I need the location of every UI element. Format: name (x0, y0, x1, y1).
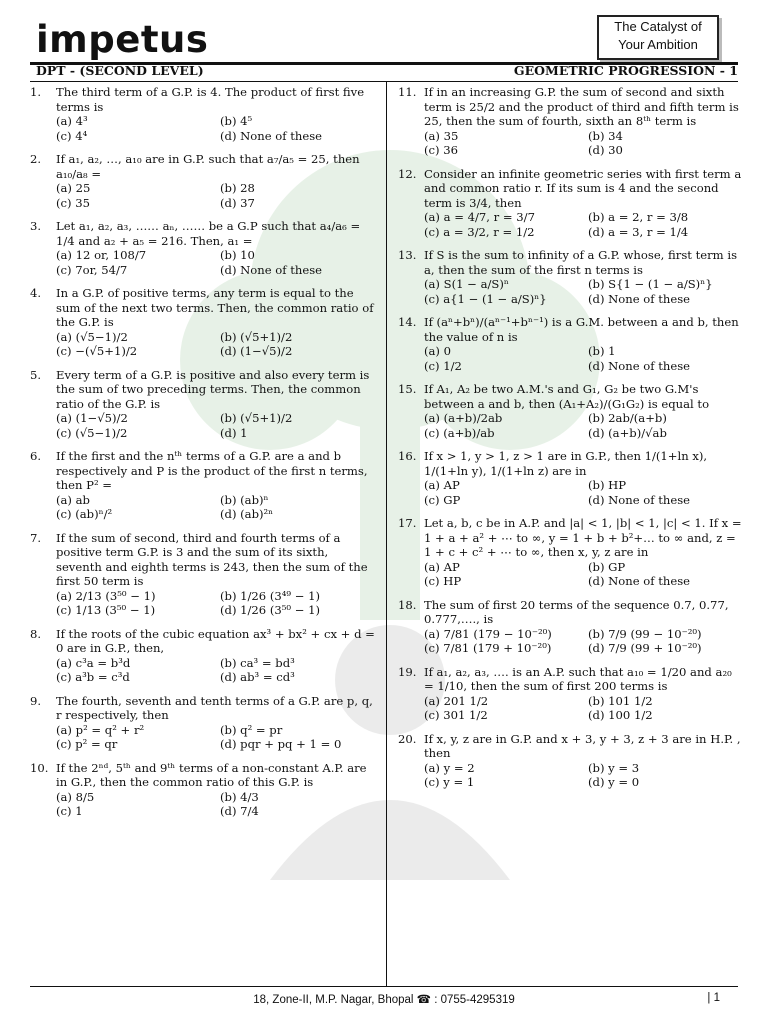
answer-options (424, 694, 743, 723)
answer-options (56, 181, 375, 210)
answer-option: (a) c³a = b³d (56, 655, 131, 670)
answer-option: (c) p² = qr (56, 737, 118, 751)
answer-option: (a) 4³ (56, 114, 88, 128)
question-number: 1. (30, 85, 42, 99)
answer-option: (c) 301 1/2 (424, 708, 488, 722)
question-text: If the first and the nᵗʰ terms of a G.P. are a and b respectively and P is the product of the first n terms, then P² = (56, 449, 368, 492)
question-text: If x, y, z are in G.P. and x + 3, y + 3, z + 3 are in H.P. , then (424, 731, 741, 760)
question-item (398, 598, 743, 656)
answer-option: (a) AP (424, 478, 460, 492)
answer-options (56, 723, 375, 752)
question-text: The fourth, seventh and tenth terms of a G.P. are p, q, r respectively, then (56, 693, 373, 722)
question-number: 15. (398, 382, 417, 396)
question-text: The third term of a G.P. is 4. The product of first five terms is (56, 85, 365, 114)
answer-option: (b) 1/26 (3⁴⁹ − 1) (220, 588, 321, 603)
answer-option: (d) ab³ = cd³ (220, 670, 295, 684)
question-number: 14. (398, 315, 417, 329)
answer-options (56, 114, 375, 143)
answer-options (56, 248, 375, 277)
question-number: 8. (30, 626, 42, 641)
answer-options (424, 129, 743, 158)
question-item (398, 516, 743, 589)
question-item (30, 219, 375, 277)
question-item (398, 85, 743, 158)
answer-option: (c) 1/2 (424, 358, 462, 373)
answer-options (424, 411, 743, 440)
answer-option: (d) (ab)²ⁿ (220, 507, 274, 521)
answer-option: (d) y = 0 (588, 775, 640, 789)
answer-option: (a) (1−√5)/2 (56, 411, 128, 425)
answer-options (56, 330, 375, 359)
answer-option: (d) (a+b)/√ab (588, 425, 667, 440)
answer-option: (a) 7/81 (179 − 10⁻²⁰) (424, 626, 552, 641)
answer-option: (b) (ab)ⁿ (220, 492, 269, 507)
answer-option: (a) p² = q² + r² (56, 722, 145, 737)
answer-option: (a) 0 (424, 344, 452, 358)
answer-option: (a) 8/5 (56, 789, 95, 804)
answer-option: (d) None of these (588, 574, 691, 588)
answer-option: (b) 28 (220, 181, 255, 195)
question-item (398, 248, 743, 306)
answer-option: (d) None of these (588, 492, 691, 507)
answer-options (56, 493, 375, 522)
answer-options (56, 589, 375, 618)
sheet-level-title: DPT - (SECOND LEVEL) (36, 63, 204, 78)
question-number: 10. (30, 760, 49, 775)
question-item (30, 627, 375, 685)
answer-options (56, 656, 375, 685)
question-text: If (aⁿ+bⁿ)/(aⁿ⁻¹+bⁿ⁻¹) is a G.M. between a and b, then the value of n is (424, 315, 739, 344)
question-number: 16. (398, 449, 417, 463)
question-number: 13. (398, 248, 417, 262)
answer-option: (d) a = 3, r = 1/4 (588, 224, 689, 239)
answer-option: (c) HP (424, 574, 462, 588)
question-number: 4. (30, 286, 42, 300)
question-item (30, 449, 375, 522)
question-item (30, 761, 375, 819)
question-item (398, 732, 743, 790)
impetus-logo: impetus (36, 18, 209, 61)
question-text: If A₁, A₂ be two A.M.'s and G₁, G₂ be two G.M's between a and b, then (A₁+A₂)/(G₁G₂) is equal to (424, 382, 710, 411)
answer-options (424, 560, 743, 589)
answer-option: (a) AP (424, 559, 460, 574)
question-column-left (30, 85, 375, 828)
answer-option: (a) 201 1/2 (424, 693, 489, 708)
question-item (30, 85, 375, 143)
question-number: 5. (30, 367, 42, 382)
answer-option: (c) (√5−1)/2 (56, 425, 128, 440)
answer-option: (a) 12 or, 108/7 (56, 248, 147, 262)
answer-option: (b) 4⁵ (220, 114, 253, 128)
answer-option: (b) 1 (588, 344, 616, 358)
tagline-line-2: Your Ambition (618, 37, 698, 52)
answer-option: (b) 101 1/2 (588, 693, 653, 708)
answer-option: (c) a{1 − (1 − a/S)ⁿ} (424, 291, 547, 306)
answer-option: (c) a = 3/2, r = 1/2 (424, 224, 535, 239)
answer-options (56, 790, 375, 819)
answer-option: (d) None of these (220, 128, 323, 143)
answer-option: (a) y = 2 (424, 760, 475, 775)
answer-option: (a) S(1 − a/S)ⁿ (424, 277, 509, 291)
question-number: 3. (30, 219, 42, 233)
answer-option: (d) 7/4 (220, 804, 259, 818)
question-item (30, 152, 375, 210)
answer-options (424, 478, 743, 507)
answer-option: (d) None of these (588, 358, 691, 373)
answer-option: (b) GP (588, 559, 626, 574)
answer-option: (d) 1/26 (3⁵⁰ − 1) (220, 603, 321, 617)
answer-option: (c) a³b = c³d (56, 670, 130, 684)
answer-options (424, 344, 743, 373)
answer-option: (d) 7/9 (99 + 10⁻²⁰) (588, 641, 702, 655)
question-number: 7. (30, 530, 42, 545)
answer-option: (b) 10 (220, 248, 255, 262)
header-underline (30, 81, 738, 82)
question-item (398, 449, 743, 507)
question-text: Let a₁, a₂, a₃, …… aₙ, …… be a G.P such that a₄/a₆ = 1/4 and a₂ + a₅ = 216. Then, a₁ = (56, 219, 361, 248)
answer-option: (c) 36 (424, 143, 458, 157)
answer-option: (c) GP (424, 492, 461, 507)
question-text: If a₁, a₂, …, a₁₀ are in G.P. such that a₇/a₅ = 25, then a₁₀/a₈ = (56, 152, 360, 181)
answer-option: (b) (√5+1)/2 (220, 329, 293, 344)
question-number: 12. (398, 166, 417, 181)
question-item (398, 665, 743, 723)
question-number: 18. (398, 597, 417, 612)
question-item (30, 368, 375, 441)
answer-option: (c) (ab)ⁿ/² (56, 507, 113, 521)
answer-option: (c) 7/81 (179 + 10⁻²⁰) (424, 641, 552, 655)
question-number: 9. (30, 693, 42, 708)
question-item (30, 286, 375, 359)
question-item (30, 531, 375, 618)
footer-address: 18, Zone-II, M.P. Nagar, Bhopal ☎ : 0755-4295319 (253, 994, 515, 1006)
answer-option: (b) 4/3 (220, 789, 259, 804)
question-text: Consider an infinite geometric series with first term a and common ratio r. If its sum is 4 and the second term is 3/4, then (424, 166, 742, 210)
question-number: 11. (398, 85, 417, 99)
answer-option: (c) y = 1 (424, 775, 475, 789)
question-text: Let a, b, c be in A.P. and |a| < 1, |b| < 1, |c| < 1. If x = 1 + a + a² + ⋯ to ∞, y = 1 + b + b²+… to ∞ and, z = 1 + c + c² + ⋯ to ∞, then x, y, z are in (424, 516, 742, 559)
answer-option: (a) 35 (424, 128, 459, 143)
page-number: | 1 (707, 992, 720, 1004)
answer-option: (d) (1−√5)/2 (220, 344, 293, 358)
answer-option: (c) 35 (56, 195, 90, 210)
answer-option: (b) 7/9 (99 − 10⁻²⁰) (588, 626, 702, 641)
question-text: If the roots of the cubic equation ax³ + bx² + cx + d = 0 are in G.P., then, (56, 626, 375, 655)
footer-rule (30, 986, 738, 987)
answer-option: (a) 2/13 (3⁵⁰ − 1) (56, 588, 156, 603)
answer-option: (d) None of these (220, 262, 323, 277)
question-text: If a₁, a₂, a₃, …. is an A.P. such that a₁₀ = 1/20 and a₂₀ = 1/10, then the sum of first 200 terms is (424, 664, 732, 693)
answer-options (56, 411, 375, 440)
answer-option: (d) None of these (588, 291, 691, 306)
answer-option: (c) (a+b)/ab (424, 425, 495, 440)
answer-option: (b) HP (588, 478, 627, 492)
question-text: If the 2ⁿᵈ, 5ᵗʰ and 9ᵗʰ terms of a non-constant A.P. are in G.P., then the common ratio of this G.P. is (56, 760, 367, 789)
answer-option: (d) 100 1/2 (588, 708, 653, 722)
answer-option: (c) 4⁴ (56, 128, 88, 143)
answer-option: (c) 1/13 (3⁵⁰ − 1) (56, 603, 156, 617)
question-number: 19. (398, 664, 417, 679)
answer-option: (a) (a+b)/2ab (424, 411, 503, 425)
answer-option: (b) 2ab/(a+b) (588, 411, 667, 425)
question-number: 20. (398, 731, 417, 746)
answer-options (424, 277, 743, 306)
question-item (398, 167, 743, 240)
answer-option: (b) q² = pr (220, 722, 283, 737)
answer-option: (a) 25 (56, 181, 91, 195)
answer-option: (c) 7or, 54/7 (56, 262, 128, 277)
question-item (398, 382, 743, 440)
question-item (30, 694, 375, 752)
tagline-line-1: The Catalyst of (614, 19, 702, 34)
answer-option: (a) (√5−1)/2 (56, 329, 128, 344)
question-number: 6. (30, 449, 42, 463)
answer-option: (d) pqr + pq + 1 = 0 (220, 737, 342, 751)
answer-option: (b) 34 (588, 128, 623, 143)
question-text: If in an increasing G.P. the sum of second and sixth term is 25/2 and the product of third and fifth term is 25, then the sum of fourth, sixth an 8ᵗʰ term is (424, 85, 739, 128)
answer-options (424, 761, 743, 790)
answer-option: (a) ab (56, 492, 90, 507)
question-column-right (398, 85, 743, 799)
answer-option: (c) −(√5+1)/2 (56, 344, 138, 358)
answer-option: (c) 1 (56, 804, 83, 818)
answer-option: (b) y = 3 (588, 760, 640, 775)
sheet-topic-title: GEOMETRIC PROGRESSION - 1 (513, 63, 738, 78)
answer-option: (b) ca³ = bd³ (220, 655, 295, 670)
answer-option: (d) 30 (588, 143, 623, 157)
answer-option: (d) 37 (220, 195, 255, 210)
question-text: In a G.P. of positive terms, any term is equal to the sum of the next two terms. Then, the common ratio of the G.P. is (56, 286, 374, 329)
tagline-box (597, 15, 719, 60)
question-text: If x > 1, y > 1, z > 1 are in G.P., then 1/(1+ln x), 1/(1+ln y), 1/(1+ln z) are in (424, 449, 708, 478)
answer-option: (b) S{1 − (1 − a/S)ⁿ} (588, 277, 713, 291)
question-text: The sum of first 20 terms of the sequence 0.7, 0.77, 0.777,…., is (424, 597, 729, 626)
question-text: Every term of a G.P. is positive and also every term is the sum of two preceding terms. Then, the common ratio of the G.P. is (56, 367, 370, 411)
answer-option: (b) a = 2, r = 3/8 (588, 210, 689, 224)
question-text: If S is the sum to infinity of a G.P. whose, first term is a, then the sum of the first n terms is (424, 248, 738, 277)
answer-option: (b) (√5+1)/2 (220, 411, 293, 425)
answer-options (424, 210, 743, 239)
answer-option: (d) 1 (220, 425, 248, 440)
column-divider (386, 82, 387, 986)
question-text: If the sum of second, third and fourth terms of a positive term G.P. is 3 and the sum of its sixth, seventh and eighth terms is 243, then the sum of the first 50 term is (56, 530, 368, 588)
question-number: 17. (398, 516, 417, 530)
question-item (398, 315, 743, 373)
question-number: 2. (30, 152, 42, 166)
answer-options (424, 627, 743, 656)
answer-option: (a) a = 4/7, r = 3/7 (424, 210, 535, 224)
